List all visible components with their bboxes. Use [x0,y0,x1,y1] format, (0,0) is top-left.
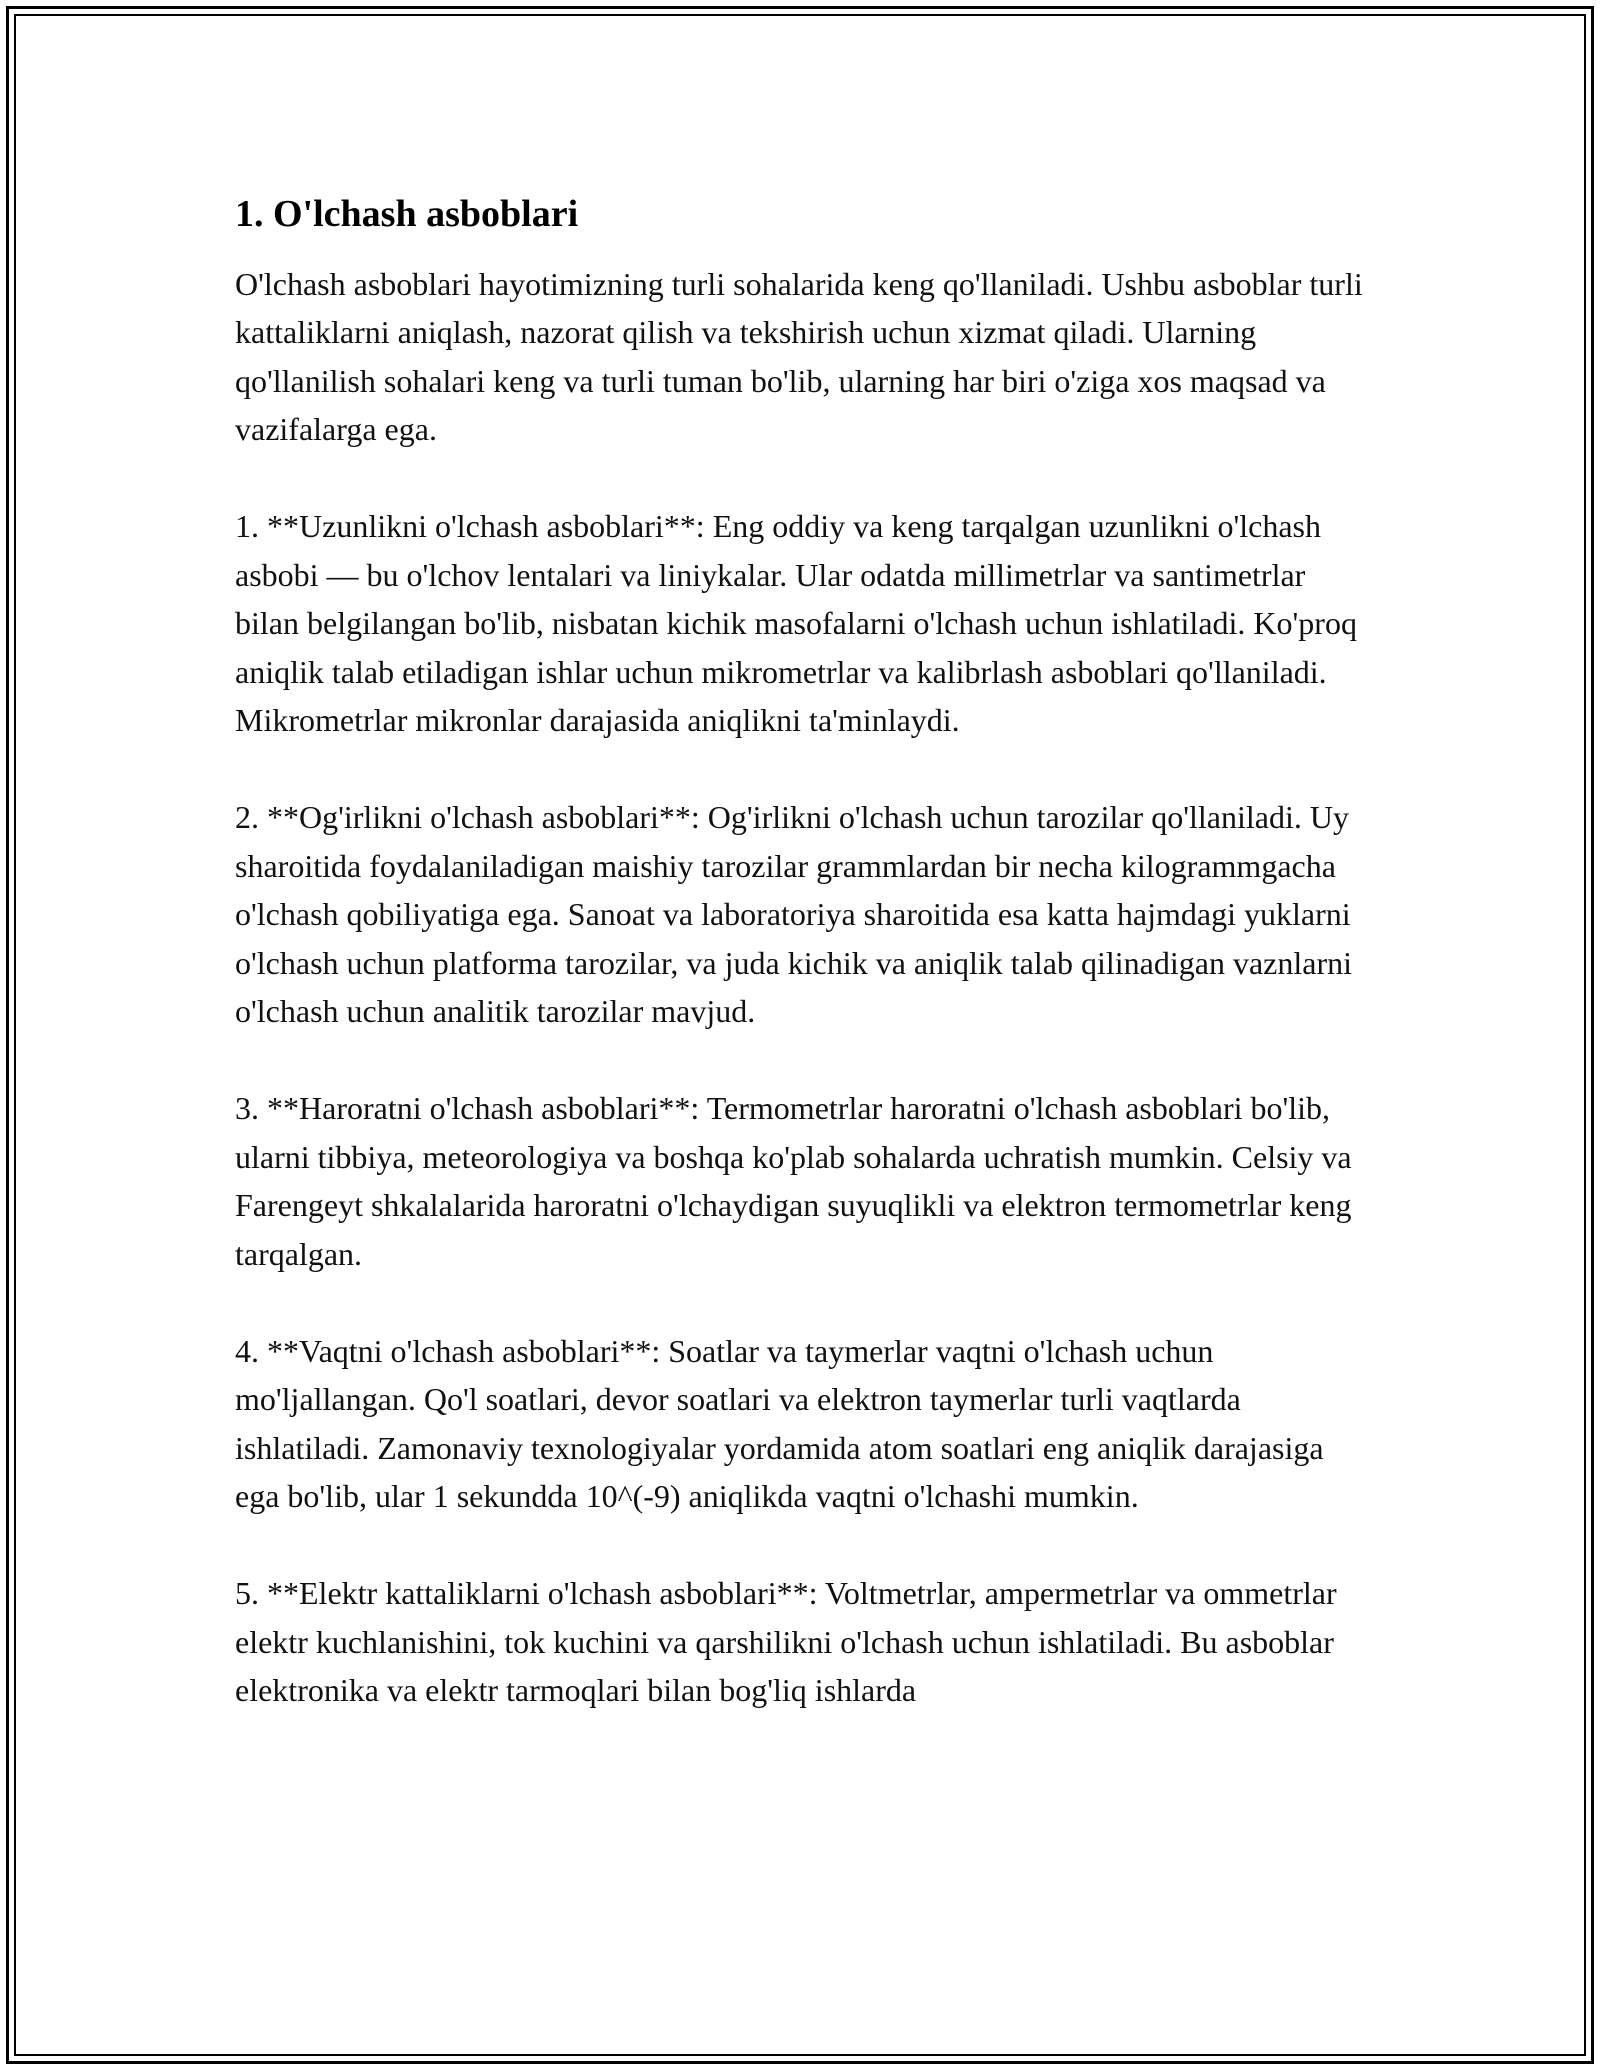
document-body [235,180,1375,1763]
paragraph-electric-instruments: 5. **Elektr kattaliklarni o'lchash asboblari**: Voltmetrlar, ampermetrlar va ommetrlar elektr kuchlanishini, tok kuchini va qarshilikni o'lchash uchun ishlatiladi. Bu asboblar elektronika va elektr tarmoqlari bilan bog'liq ishlarda [235,1575,1337,1709]
intro-paragraph: O'lchash asboblari hayotimizning turli sohalarida keng qo'llaniladi. Ushbu asboblar turli kattaliklarni aniqlash, nazorat qilish va tekshirish uchun xizmat qiladi. Ularning qo'llanilish sohalari keng va turli tuman bo'lib, ularning har biri o'ziga xos maqsad va vazifalarga ega. [235,265,1363,448]
section-heading: 1. O'lchash asboblari [235,193,579,235]
paragraph-weight-instruments: 2. **Og'irlikni o'lchash asboblari**: Og'irlikni o'lchash uchun tarozilar qo'llaniladi. Uy sharoitida foydalaniladigan maishiy tarozilar grammlardan bir necha kilogrammgacha o'lchash qobiliyatiga ega. Sanoat va laboratoriya sharoitida esa katta hajmdagi yuklarni o'lchash uchun platforma tarozilar, va juda kichik va aniqlik talab qilinadigan vaznlarni o'lchash uchun analitik tarozilar mavjud. [235,799,1352,1030]
paragraph-temperature-instruments: 3. **Haroratni o'lchash asboblari**: Termometrlar haroratni o'lchash asboblari bo'lib, ularni tibbiya, meteorologiya va boshqa ko'plab sohalarda uchratish mumkin. Celsiy va Farengeyt shkalalarida haroratni o'lchaydigan suyuqlikli va elektron termometrlar keng tarqalgan. [235,1090,1352,1272]
paragraph-time-instruments: 4. **Vaqtni o'lchash asboblari**: Soatlar va taymerlar vaqtni o'lchash uchun mo'ljallangan. Qo'l soatlari, devor soatlari va elektron taymerlar turli vaqtlarda ishlatiladi. Zamonaviy texnologiyalar yordamida atom soatlari eng aniqlik darajasiga ega bo'lib, ular 1 sekundda 10^(-9) aniqlikda vaqtni o'lchashi mumkin. [235,1332,1324,1515]
paragraph-length-instruments: 1. **Uzunlikni o'lchash asboblari**: Eng oddiy va keng tarqalgan uzunlikni o'lchash asbobi — bu o'lchov lentalari va liniykalar. Ular odatda millimetrlar va santimetrlar bilan belgilangan bo'lib, nisbatan kichik masofalarni o'lchash uchun ishlatiladi. Ko'proq aniqlik talab etiladigan ishlar uchun mikrometrlar va kalibrlash asboblari qo'llaniladi. Mikrometrlar mikronlar darajasida aniqlikni ta'minlaydi. [235,508,1357,739]
